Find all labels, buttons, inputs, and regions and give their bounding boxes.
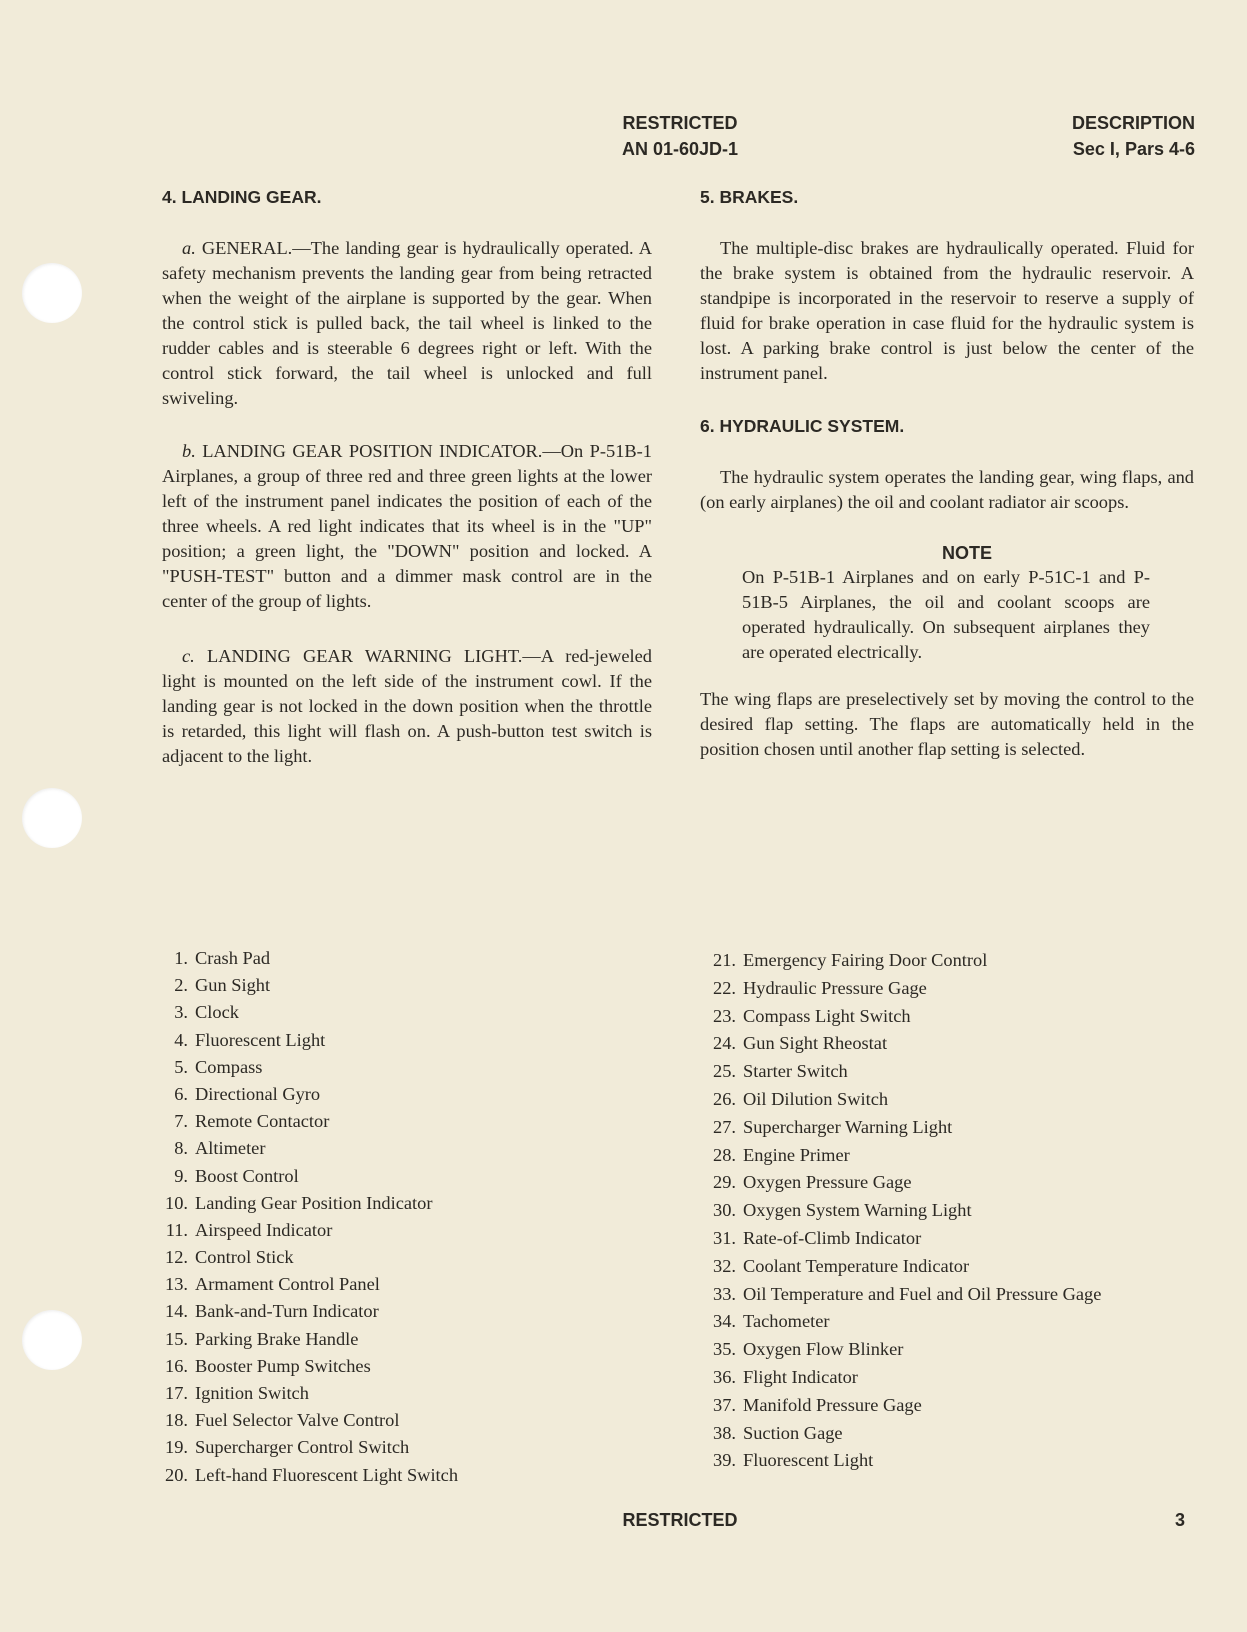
header-classification: RESTRICTED — [622, 113, 738, 133]
legend-item-label: Oxygen Pressure Gage — [743, 1172, 912, 1193]
legend-item — [156, 1217, 458, 1244]
paragraph-4b-text-1: LANDING GEAR POSITION INDICATOR.—On P-51B-1 Airplanes, a group of three red and three green lights at the lower left of the instrument panel indicates the position of each of the three wheels. A red light indicates that its wheel is in the " — [162, 441, 652, 536]
legend-item-number: 29. — [713, 1172, 736, 1193]
legend-item — [156, 1244, 458, 1271]
legend-item-label: Fluorescent Light — [195, 1029, 326, 1050]
legend-item — [690, 1336, 1101, 1364]
paragraph-4b-text-4: " button and a dimmer mask control are in the center of the group of lights. — [162, 566, 652, 611]
legend-item-label: Clock — [195, 1002, 239, 1023]
legend-item-label: Ignition Switch — [195, 1383, 309, 1403]
legend-item — [690, 1003, 1101, 1031]
legend-item-label: Airspeed Indicator — [195, 1219, 333, 1240]
section-4-heading: 4. LANDING GEAR. — [162, 187, 322, 207]
legend-item-number: 5. — [174, 1056, 188, 1077]
legend-item-label: Compass — [195, 1056, 263, 1077]
page-header-right — [1072, 110, 1195, 162]
legend-item-label: Flight Indicator — [743, 1366, 858, 1387]
legend-item-number: 25. — [713, 1061, 736, 1082]
paragraph-4c-text: LANDING GEAR WARNING LIGHT.—A red-jeweled light is mounted on the left side of the instrument cowl. If the landing gear is not locked in the down position when the throttle is retarded, this light will flash on. A push-button test switch is adjacent to the light. — [162, 646, 652, 766]
paragraph-4c — [162, 644, 652, 769]
legend-item-label: Remote Contactor — [195, 1111, 330, 1132]
legend-item-number: 37. — [713, 1394, 736, 1415]
legend-item — [690, 1086, 1101, 1114]
binder-hole-top — [22, 263, 82, 323]
legend-item — [690, 1253, 1101, 1281]
legend-item-number: 38. — [713, 1422, 736, 1443]
legend-item-number: 11. — [165, 1219, 188, 1240]
down-label: DOWN — [394, 541, 452, 561]
legend-item-label: Landing Gear Position Indicator — [195, 1192, 433, 1213]
legend-item — [690, 1058, 1101, 1086]
legend-item-label: Supercharger Control Switch — [195, 1437, 410, 1458]
legend-item — [156, 1298, 458, 1325]
legend-item-label: Bank-and-Turn Indicator — [195, 1301, 379, 1322]
legend-item — [690, 1364, 1101, 1392]
legend-item — [690, 1392, 1101, 1420]
paragraph-6: The hydraulic system operates the landing gear, wing flaps, and (on early airplanes) the oil and coolant radiator air scoops. — [700, 467, 1194, 512]
legend-item-label: Fluorescent Light — [743, 1450, 874, 1471]
legend-item-number: 4. — [174, 1029, 188, 1050]
paragraph-flaps: The wing flaps are preselectively set by moving the control to the desired flap setting. The flaps are automatically held in the position chosen until another flap setting is selected. — [700, 689, 1194, 759]
paragraph-4b-text-3: " position and locked. A " — [162, 541, 652, 586]
legend-item — [156, 999, 458, 1026]
legend-item-label: Altimeter — [195, 1138, 266, 1159]
legend-list-left — [156, 945, 458, 1489]
paragraph-5: The multiple-disc brakes are hydraulically operated. Fluid for the brake system is obtained from the hydraulic reservoir. A standpipe is incorporated in the reservoir to reserve a supply of fluid for brake operation in case fluid for the hydraulic system is lost. A parking brake control is just below the center of the instrument panel. — [700, 238, 1194, 383]
legend-item — [156, 1054, 458, 1081]
note-title: NOTE — [941, 543, 992, 563]
header-doc-number: AN 01-60JD-1 — [621, 139, 739, 159]
footer-classification: RESTRICTED — [622, 1510, 738, 1530]
legend-item — [156, 1163, 458, 1190]
legend-item-number: 14. — [165, 1301, 188, 1322]
legend-item-label: Starter Switch — [743, 1061, 848, 1082]
legend-item-number: 1. — [174, 948, 188, 968]
legend-item-label: Supercharger Warning Light — [743, 1116, 953, 1137]
legend-item-label: Crash Pad — [195, 948, 271, 968]
legend-item — [156, 945, 458, 972]
legend-item — [690, 1114, 1101, 1142]
legend-item — [690, 1030, 1101, 1058]
legend-item-number: 35. — [713, 1339, 736, 1360]
legend-list-right — [690, 947, 1101, 1475]
legend-item-number: 32. — [713, 1255, 736, 1276]
legend-item — [156, 1434, 458, 1461]
binder-hole-middle — [22, 788, 82, 848]
legend-item-number: 3. — [174, 1002, 188, 1023]
legend-item-label: Oxygen Flow Blinker — [743, 1339, 904, 1360]
push-test-label: PUSH-TEST — [169, 566, 267, 586]
paragraph-4b — [162, 439, 652, 614]
legend-item-label: Left-hand Fluorescent Light Switch — [195, 1464, 459, 1485]
legend-item — [690, 1308, 1101, 1336]
legend-item — [156, 1108, 458, 1135]
legend-item — [156, 1190, 458, 1217]
legend-item — [690, 1225, 1101, 1253]
legend-item — [156, 1380, 458, 1407]
legend-item — [690, 947, 1101, 975]
legend-item-label: Armament Control Panel — [195, 1274, 380, 1295]
section-6-heading: 6. HYDRAULIC SYSTEM. — [700, 416, 905, 436]
section-5-heading: 5. BRAKES. — [700, 187, 799, 207]
legend-item — [690, 975, 1101, 1003]
paragraph-4a-lead: a. — [182, 238, 196, 258]
legend-item-number: 8. — [174, 1138, 188, 1159]
legend-item-label: Parking Brake Handle — [195, 1328, 359, 1349]
legend-item-label: Coolant Temperature Indicator — [743, 1255, 970, 1276]
legend-item-number: 27. — [713, 1116, 736, 1137]
legend-item-number: 18. — [165, 1410, 188, 1431]
legend-item-number: 13. — [165, 1274, 188, 1295]
header-section: DESCRIPTION — [1071, 113, 1195, 133]
legend-item — [156, 1326, 458, 1353]
legend-item-number: 19. — [165, 1437, 188, 1458]
paragraph-4a — [162, 236, 652, 411]
legend-item-label: Gun Sight — [195, 975, 271, 996]
legend-item-label: Suction Gage — [743, 1422, 843, 1443]
legend-item-number: 12. — [165, 1247, 188, 1268]
legend-item-number: 16. — [165, 1355, 188, 1376]
legend-item-label: Fuel Selector Valve Control — [195, 1410, 400, 1431]
legend-item-number: 36. — [713, 1366, 736, 1387]
legend-item-number: 6. — [174, 1083, 188, 1104]
legend-item — [690, 1169, 1101, 1197]
header-section-ref: Sec I, Pars 4-6 — [1072, 139, 1195, 159]
page-header-center — [560, 110, 800, 162]
legend-item — [690, 1447, 1101, 1475]
legend-item-label: Booster Pump Switches — [195, 1355, 371, 1376]
legend-item-number: 10. — [165, 1192, 188, 1213]
legend-item — [156, 1135, 458, 1162]
legend-item — [690, 1420, 1101, 1448]
legend-item-label: Gun Sight Rheostat — [743, 1033, 888, 1054]
legend-item — [156, 1353, 458, 1380]
binder-hole-bottom — [22, 1310, 82, 1370]
legend-item — [690, 1281, 1101, 1309]
legend-item-label: Emergency Fairing Door Control — [743, 950, 988, 970]
legend-item-number: 17. — [165, 1383, 188, 1403]
legend-item-number: 26. — [713, 1088, 736, 1109]
legend-item — [156, 1407, 458, 1434]
legend-item-number: 28. — [713, 1144, 736, 1165]
legend-item-label: Rate-of-Climb Indicator — [743, 1227, 922, 1248]
left-column — [162, 185, 652, 769]
legend-item-number: 24. — [713, 1033, 736, 1054]
legend-item-number: 22. — [713, 977, 736, 998]
legend-item-number: 33. — [713, 1283, 736, 1304]
legend-item-label: Oil Dilution Switch — [743, 1088, 889, 1109]
legend-item — [156, 1081, 458, 1108]
legend-item-number: 20. — [165, 1464, 188, 1485]
legend-item-number: 30. — [713, 1200, 736, 1221]
legend-item-number: 2. — [174, 975, 188, 996]
page-number: 3 — [1174, 1510, 1185, 1530]
legend-item — [690, 1142, 1101, 1170]
paragraph-4b-lead: b. — [182, 441, 196, 461]
legend-item — [156, 1027, 458, 1054]
legend-item-label: Tachometer — [743, 1311, 830, 1332]
legend-item-label: Directional Gyro — [195, 1083, 321, 1104]
legend-item-label: Compass Light Switch — [743, 1005, 911, 1026]
note-text: On P-51B-1 Airplanes and on early P-51C-1 and P-51B-5 Airplanes, the oil and coolant scoops are operated hydraulically. On subsequent airplanes they are operated electrically. — [742, 567, 1150, 662]
paragraph-4b-text-2: " position; a green light, the " — [162, 516, 652, 561]
legend-item-number: 15. — [165, 1328, 188, 1349]
legend-item-label: Oxygen System Warning Light — [743, 1200, 972, 1221]
legend-item — [156, 972, 458, 999]
legend-item-number: 7. — [174, 1111, 188, 1132]
legend-item-label: Oil Temperature and Fuel and Oil Pressure Gage — [743, 1283, 1102, 1304]
legend-item — [156, 1271, 458, 1298]
legend-item-number: 39. — [713, 1450, 736, 1471]
legend-item-number: 9. — [174, 1165, 188, 1186]
paragraph-4a-text: GENERAL.—The landing gear is hydraulically operated. A safety mechanism prevents the landing gear from being retracted when the weight of the airplane is supported by the gear. When the control stick is pulled back, the tail wheel is linked to the rudder cables and is steerable 6 degrees right or left. With the control stick forward, the tail wheel is unlocked and full swiveling. — [162, 238, 652, 408]
legend-item — [690, 1197, 1101, 1225]
legend-item-label: Hydraulic Pressure Gage — [743, 977, 927, 998]
legend-item — [156, 1462, 458, 1489]
legend-item-label: Boost Control — [195, 1165, 299, 1186]
legend-item-label: Control Stick — [195, 1247, 294, 1268]
paragraph-4c-lead: c. — [182, 646, 195, 666]
legend-item-number: 23. — [713, 1005, 736, 1026]
legend-item-label: Engine Primer — [743, 1144, 850, 1165]
up-label: UP — [620, 516, 645, 536]
legend-item-label: Manifold Pressure Gage — [743, 1394, 922, 1415]
legend-item-number: 34. — [713, 1311, 736, 1332]
legend-item-number: 31. — [713, 1227, 736, 1248]
legend-item-number: 21. — [713, 950, 736, 970]
right-column — [700, 185, 1194, 762]
